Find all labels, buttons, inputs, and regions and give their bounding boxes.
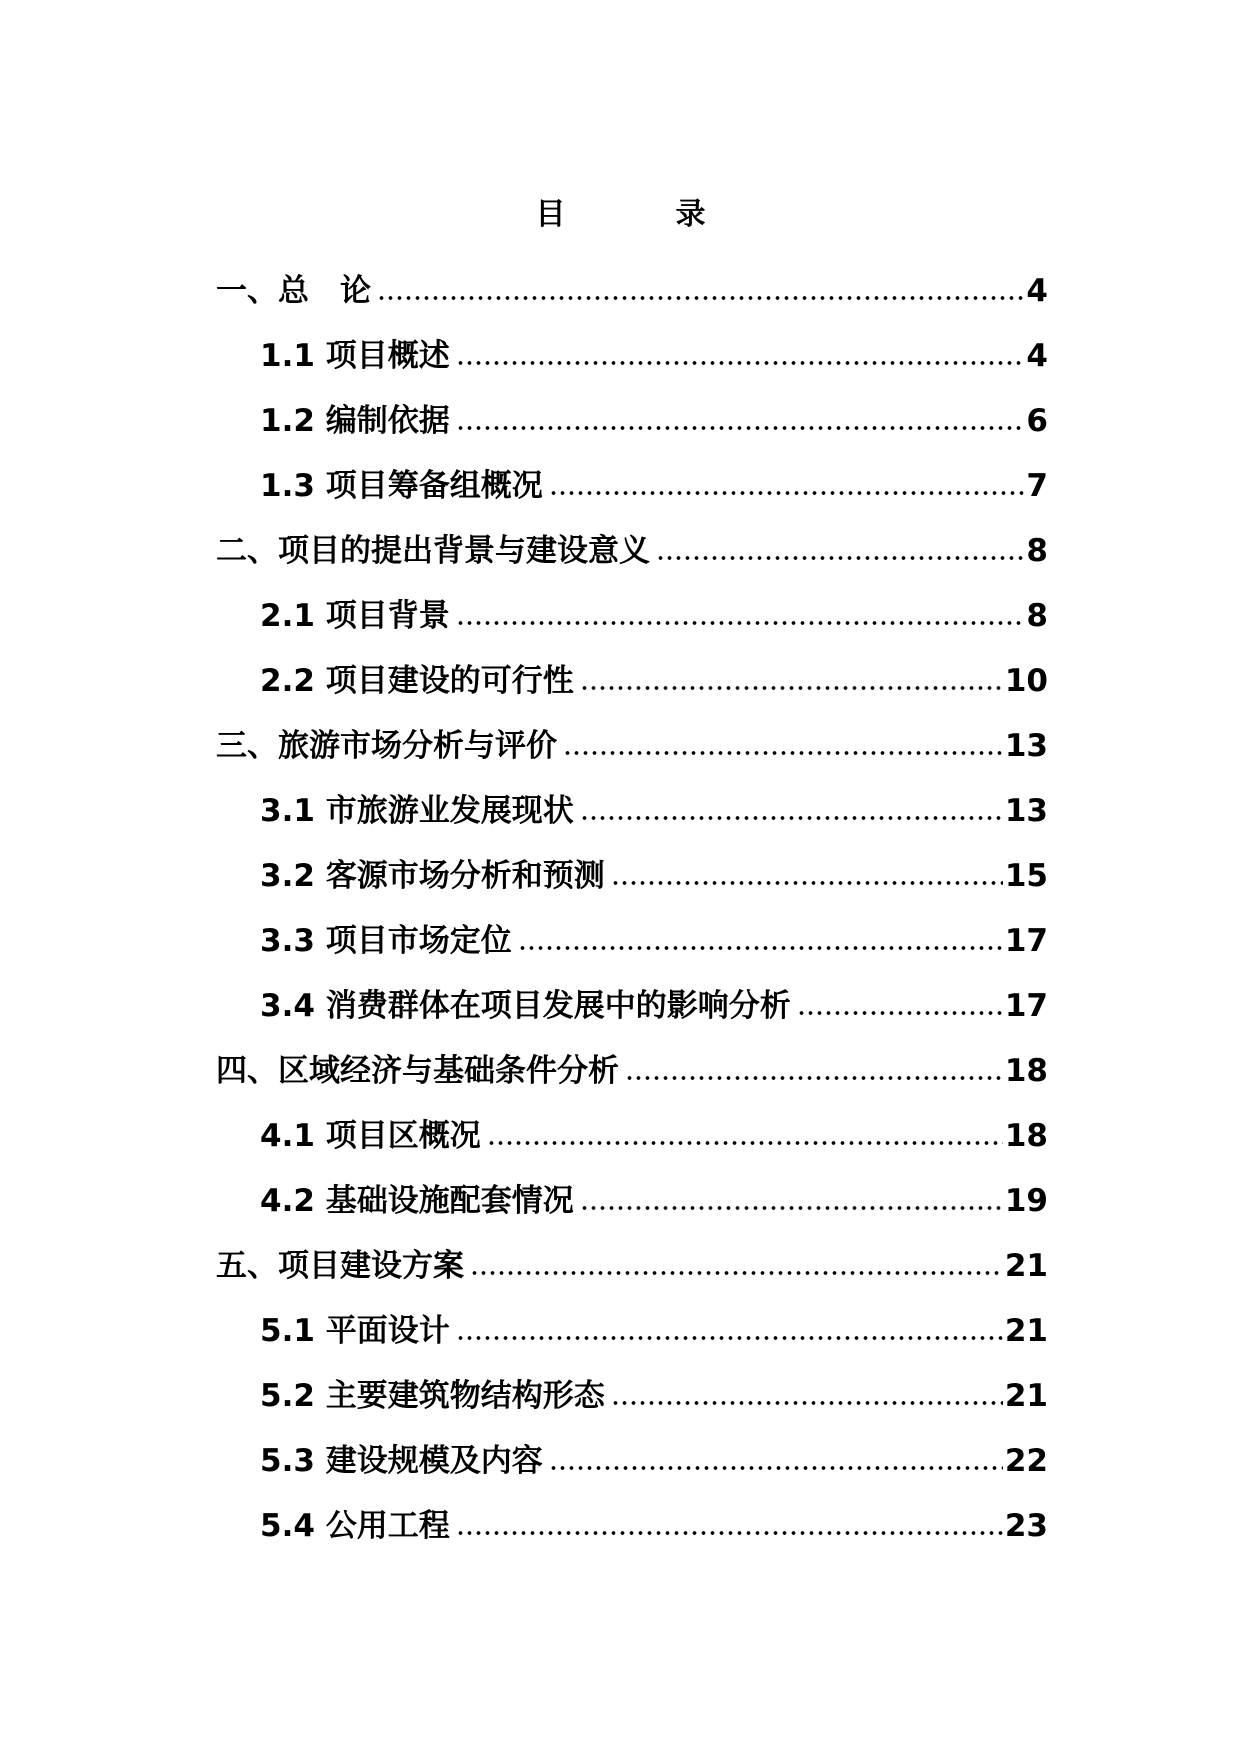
toc-entry-label: 5.2 主要建筑物结构形态 bbox=[260, 1377, 605, 1414]
toc-entry-label: 3.1 市旅游业发展现状 bbox=[260, 792, 574, 829]
toc-entry-label: 2.2 项目建设的可行性 bbox=[260, 662, 574, 699]
toc-entry-label: 4.2 基础设施配套情况 bbox=[260, 1182, 574, 1219]
toc-entry-label: 一、总 论 bbox=[216, 272, 371, 309]
toc-page-number: 21 bbox=[1004, 1312, 1048, 1349]
toc-entry-label: 5.3 建设规模及内容 bbox=[260, 1442, 543, 1479]
toc-entry-label: 五、项目建设方案 bbox=[216, 1247, 464, 1284]
toc-entry-label: 4.1 项目区概况 bbox=[260, 1117, 481, 1154]
toc-page-number: 4 bbox=[1026, 337, 1048, 374]
toc-dot-leader bbox=[563, 750, 1003, 756]
toc-chapter-entry[interactable] bbox=[0, 1038, 1241, 1103]
toc-entry-label: 二、项目的提出背景与建设意义 bbox=[216, 532, 650, 569]
toc-dot-leader bbox=[549, 490, 1025, 496]
toc-chapter-entry[interactable] bbox=[0, 1233, 1241, 1298]
toc-section-entry[interactable] bbox=[0, 1103, 1241, 1168]
toc-dot-leader bbox=[549, 1465, 1003, 1471]
toc-section-entry[interactable] bbox=[0, 1363, 1241, 1428]
toc-entry-label: 5.1 平面设计 bbox=[260, 1312, 450, 1349]
toc-page-number: 8 bbox=[1026, 597, 1048, 634]
toc-dot-leader bbox=[797, 1010, 1003, 1016]
toc-entry-label: 5.4 公用工程 bbox=[260, 1507, 450, 1544]
toc-page-number: 21 bbox=[1004, 1247, 1048, 1284]
toc-page-number: 17 bbox=[1004, 922, 1048, 959]
toc-dot-leader bbox=[518, 945, 1003, 951]
toc-section-entry[interactable] bbox=[0, 323, 1241, 388]
toc-chapter-entry[interactable] bbox=[0, 713, 1241, 778]
toc-page-number: 21 bbox=[1004, 1377, 1048, 1414]
toc-page-number: 15 bbox=[1004, 857, 1048, 894]
toc-entry-label: 四、区域经济与基础条件分析 bbox=[216, 1052, 619, 1089]
toc-section-entry[interactable] bbox=[0, 583, 1241, 648]
toc-entry-label: 1.1 项目概述 bbox=[260, 337, 450, 374]
toc-entry-label: 1.3 项目筹备组概况 bbox=[260, 467, 543, 504]
toc-entry-label: 3.4 消费群体在项目发展中的影响分析 bbox=[260, 987, 791, 1024]
toc-section-entry[interactable] bbox=[0, 778, 1241, 843]
toc-section-entry[interactable] bbox=[0, 388, 1241, 453]
toc-dot-leader bbox=[580, 685, 1003, 691]
toc-section-entry[interactable] bbox=[0, 908, 1241, 973]
toc-entry-label: 3.3 项目市场定位 bbox=[260, 922, 512, 959]
table-of-contents bbox=[0, 258, 1241, 1558]
toc-page-number: 13 bbox=[1004, 727, 1048, 764]
toc-entry-label: 1.2 编制依据 bbox=[260, 402, 450, 439]
toc-dot-leader bbox=[656, 555, 1024, 561]
toc-title: 目 录 bbox=[535, 197, 746, 232]
toc-section-entry[interactable] bbox=[0, 843, 1241, 908]
toc-dot-leader bbox=[456, 1530, 1003, 1536]
toc-section-entry[interactable] bbox=[0, 648, 1241, 713]
toc-dot-leader bbox=[456, 360, 1025, 366]
toc-dot-leader bbox=[625, 1075, 1003, 1081]
toc-section-entry[interactable] bbox=[0, 973, 1241, 1038]
toc-dot-leader bbox=[456, 620, 1025, 626]
toc-dot-leader bbox=[456, 425, 1025, 431]
toc-section-entry[interactable] bbox=[0, 1168, 1241, 1233]
toc-dot-leader bbox=[377, 295, 1024, 301]
toc-dot-leader bbox=[611, 880, 1003, 886]
toc-section-entry[interactable] bbox=[0, 1493, 1241, 1558]
toc-dot-leader bbox=[580, 1205, 1003, 1211]
toc-page-number: 10 bbox=[1004, 662, 1048, 699]
toc-page-number: 13 bbox=[1004, 792, 1048, 829]
toc-page-number: 6 bbox=[1026, 402, 1048, 439]
toc-page-number: 18 bbox=[1004, 1052, 1048, 1089]
toc-section-entry[interactable] bbox=[0, 1298, 1241, 1363]
toc-page-number: 8 bbox=[1026, 532, 1048, 569]
toc-page-number: 18 bbox=[1004, 1117, 1048, 1154]
toc-dot-leader bbox=[611, 1400, 1003, 1406]
toc-dot-leader bbox=[487, 1140, 1003, 1146]
toc-page-number: 17 bbox=[1004, 987, 1048, 1024]
toc-page-number: 19 bbox=[1004, 1182, 1048, 1219]
toc-entry-label: 2.1 项目背景 bbox=[260, 597, 450, 634]
toc-page-number: 7 bbox=[1026, 467, 1048, 504]
toc-entry-label: 3.2 客源市场分析和预测 bbox=[260, 857, 605, 894]
toc-page-number: 23 bbox=[1004, 1507, 1048, 1544]
toc-dot-leader bbox=[470, 1270, 1003, 1276]
toc-page-number: 4 bbox=[1026, 272, 1048, 309]
toc-chapter-entry[interactable] bbox=[0, 518, 1241, 583]
toc-section-entry[interactable] bbox=[0, 1428, 1241, 1493]
toc-dot-leader bbox=[580, 815, 1003, 821]
toc-page-number: 22 bbox=[1004, 1442, 1048, 1479]
toc-chapter-entry[interactable] bbox=[0, 258, 1241, 323]
toc-entry-label: 三、旅游市场分析与评价 bbox=[216, 727, 557, 764]
toc-section-entry[interactable] bbox=[0, 453, 1241, 518]
toc-dot-leader bbox=[456, 1335, 1003, 1341]
